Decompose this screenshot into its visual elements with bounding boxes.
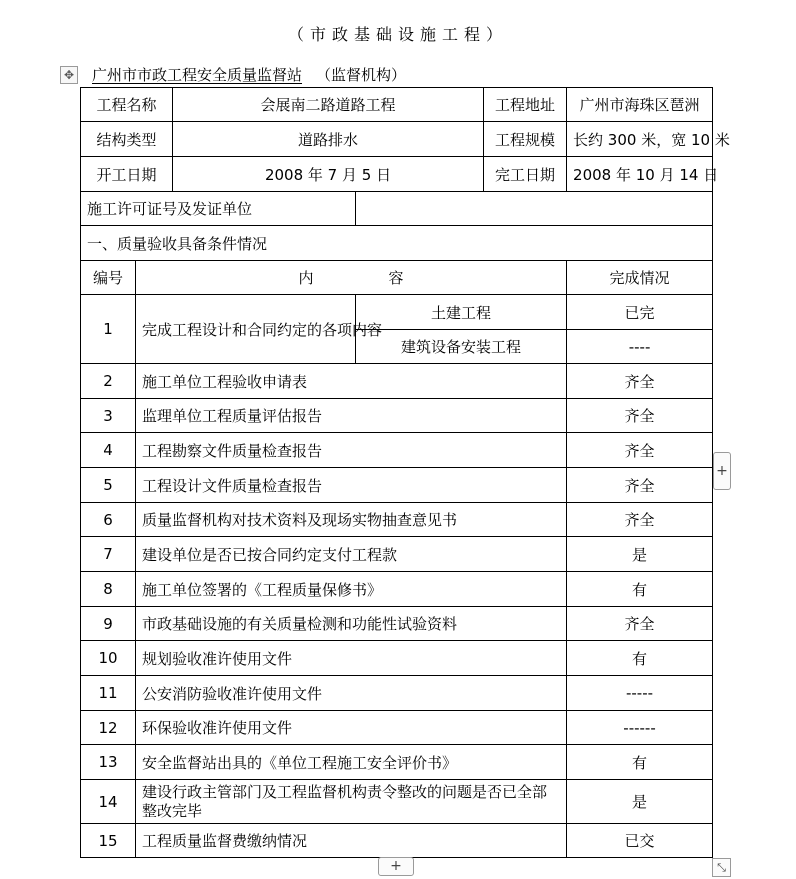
project-address-value[interactable]: 广州市海珠区琶洲 bbox=[567, 88, 713, 122]
supervision-station-line bbox=[92, 65, 406, 85]
row-content: 工程勘察文件质量检查报告 bbox=[136, 433, 567, 468]
row-no: 14 bbox=[81, 780, 136, 824]
end-date-value[interactable]: 2008 年 10 月 14 日 bbox=[567, 157, 713, 192]
info-row-dates bbox=[81, 157, 713, 192]
checklist-row bbox=[81, 295, 713, 330]
row-status[interactable]: 已完 bbox=[567, 295, 713, 330]
row-no: 2 bbox=[81, 364, 136, 399]
row-no: 15 bbox=[81, 824, 136, 858]
checklist-row bbox=[81, 537, 713, 572]
col-header-no: 编号 bbox=[81, 261, 136, 295]
checklist-row bbox=[81, 676, 713, 711]
row-status[interactable]: ---- bbox=[567, 330, 713, 364]
row-no: 10 bbox=[81, 641, 136, 676]
checklist-row bbox=[81, 824, 713, 858]
checklist-row bbox=[81, 503, 713, 537]
structure-type-label: 结构类型 bbox=[81, 122, 173, 157]
row-status[interactable]: 已交 bbox=[567, 824, 713, 858]
row-status[interactable]: 有 bbox=[567, 572, 713, 607]
row-content: 完成工程设计和合同约定的各项内容 bbox=[136, 295, 356, 364]
row-content: 监理单位工程质量评估报告 bbox=[136, 399, 567, 433]
checklist-row bbox=[81, 711, 713, 745]
row-no: 4 bbox=[81, 433, 136, 468]
start-date-label: 开工日期 bbox=[81, 157, 173, 192]
row-no: 3 bbox=[81, 399, 136, 433]
row-sub-item: 建筑设备安装工程 bbox=[356, 330, 567, 364]
row-no: 11 bbox=[81, 676, 136, 711]
checklist-row bbox=[81, 468, 713, 503]
checklist-row bbox=[81, 399, 713, 433]
row-content: 公安消防验收准许使用文件 bbox=[136, 676, 567, 711]
supervision-agency-label: （监督机构） bbox=[316, 66, 407, 84]
end-date-label: 完工日期 bbox=[484, 157, 567, 192]
row-status[interactable]: ------ bbox=[567, 711, 713, 745]
row-content: 质量监督机构对技术资料及现场实物抽查意见书 bbox=[136, 503, 567, 537]
checklist-row bbox=[81, 607, 713, 641]
section1-heading: 一、质量验收具备条件情况 bbox=[81, 226, 713, 261]
row-status[interactable]: 是 bbox=[567, 537, 713, 572]
row-no: 5 bbox=[81, 468, 136, 503]
row-status[interactable]: 齐全 bbox=[567, 399, 713, 433]
col-header-status: 完成情况 bbox=[567, 261, 713, 295]
info-row-name bbox=[81, 88, 713, 122]
row-content: 施工单位工程验收申请表 bbox=[136, 364, 567, 399]
project-name-value[interactable]: 会展南二路道路工程 bbox=[173, 88, 484, 122]
project-scale-value[interactable]: 长约 300 米，宽 10 米 bbox=[567, 122, 713, 157]
permit-label: 施工许可证号及发证单位 bbox=[81, 192, 356, 226]
row-status[interactable]: 是 bbox=[567, 780, 713, 824]
start-date-value[interactable]: 2008 年 7 月 5 日 bbox=[173, 157, 484, 192]
row-status[interactable]: 齐全 bbox=[567, 468, 713, 503]
table-move-handle-icon[interactable]: ✥ bbox=[60, 66, 78, 84]
row-content: 规划验收准许使用文件 bbox=[136, 641, 567, 676]
acceptance-form-table bbox=[80, 87, 730, 858]
add-row-icon[interactable]: + bbox=[378, 857, 414, 876]
row-no: 1 bbox=[81, 295, 136, 364]
row-content: 安全监督站出具的《单位工程施工安全评价书》 bbox=[136, 745, 567, 780]
row-status[interactable]: 齐全 bbox=[567, 503, 713, 537]
row-no: 7 bbox=[81, 537, 136, 572]
row-status[interactable]: 齐全 bbox=[567, 433, 713, 468]
row-no: 12 bbox=[81, 711, 136, 745]
section1-heading-row bbox=[81, 226, 713, 261]
checklist-row bbox=[81, 364, 713, 399]
permit-value[interactable] bbox=[356, 192, 713, 226]
checklist-row bbox=[81, 745, 713, 780]
info-row-permit bbox=[81, 192, 713, 226]
row-content: 建设单位是否已按合同约定支付工程款 bbox=[136, 537, 567, 572]
row-content: 市政基础设施的有关质量检测和功能性试验资料 bbox=[136, 607, 567, 641]
document-title: （市政基础设施工程） bbox=[287, 25, 508, 44]
supervision-station-name: 广州市市政工程安全质量监督站 bbox=[92, 66, 303, 84]
add-column-icon[interactable]: + bbox=[713, 452, 731, 490]
row-status[interactable]: 齐全 bbox=[567, 607, 713, 641]
row-no: 8 bbox=[81, 572, 136, 607]
row-status[interactable]: 齐全 bbox=[567, 364, 713, 399]
checklist-header-row bbox=[81, 261, 713, 295]
info-row-structure bbox=[81, 122, 713, 157]
row-no: 6 bbox=[81, 503, 136, 537]
row-content: 施工单位签署的《工程质量保修书》 bbox=[136, 572, 567, 607]
row-content: 建设行政主管部门及工程监督机构责令整改的问题是否已全部整改完毕 bbox=[136, 780, 567, 824]
checklist-row bbox=[81, 641, 713, 676]
checklist-row bbox=[81, 572, 713, 607]
row-content: 工程质量监督费缴纳情况 bbox=[136, 824, 567, 858]
row-status[interactable]: 有 bbox=[567, 641, 713, 676]
row-sub-item: 土建工程 bbox=[356, 295, 567, 330]
row-content: 环保验收准许使用文件 bbox=[136, 711, 567, 745]
structure-type-value[interactable]: 道路排水 bbox=[173, 122, 484, 157]
row-content: 工程设计文件质量检查报告 bbox=[136, 468, 567, 503]
row-status[interactable]: 有 bbox=[567, 745, 713, 780]
row-no: 13 bbox=[81, 745, 136, 780]
row-no: 9 bbox=[81, 607, 136, 641]
project-name-label: 工程名称 bbox=[81, 88, 173, 122]
project-scale-label: 工程规模 bbox=[484, 122, 567, 157]
checklist-row bbox=[81, 433, 713, 468]
row-status[interactable]: ----- bbox=[567, 676, 713, 711]
col-header-content: 内 容 bbox=[136, 261, 567, 295]
checklist-row bbox=[81, 780, 713, 824]
project-address-label: 工程地址 bbox=[484, 88, 567, 122]
resize-table-icon[interactable]: ⤡ bbox=[712, 858, 731, 877]
